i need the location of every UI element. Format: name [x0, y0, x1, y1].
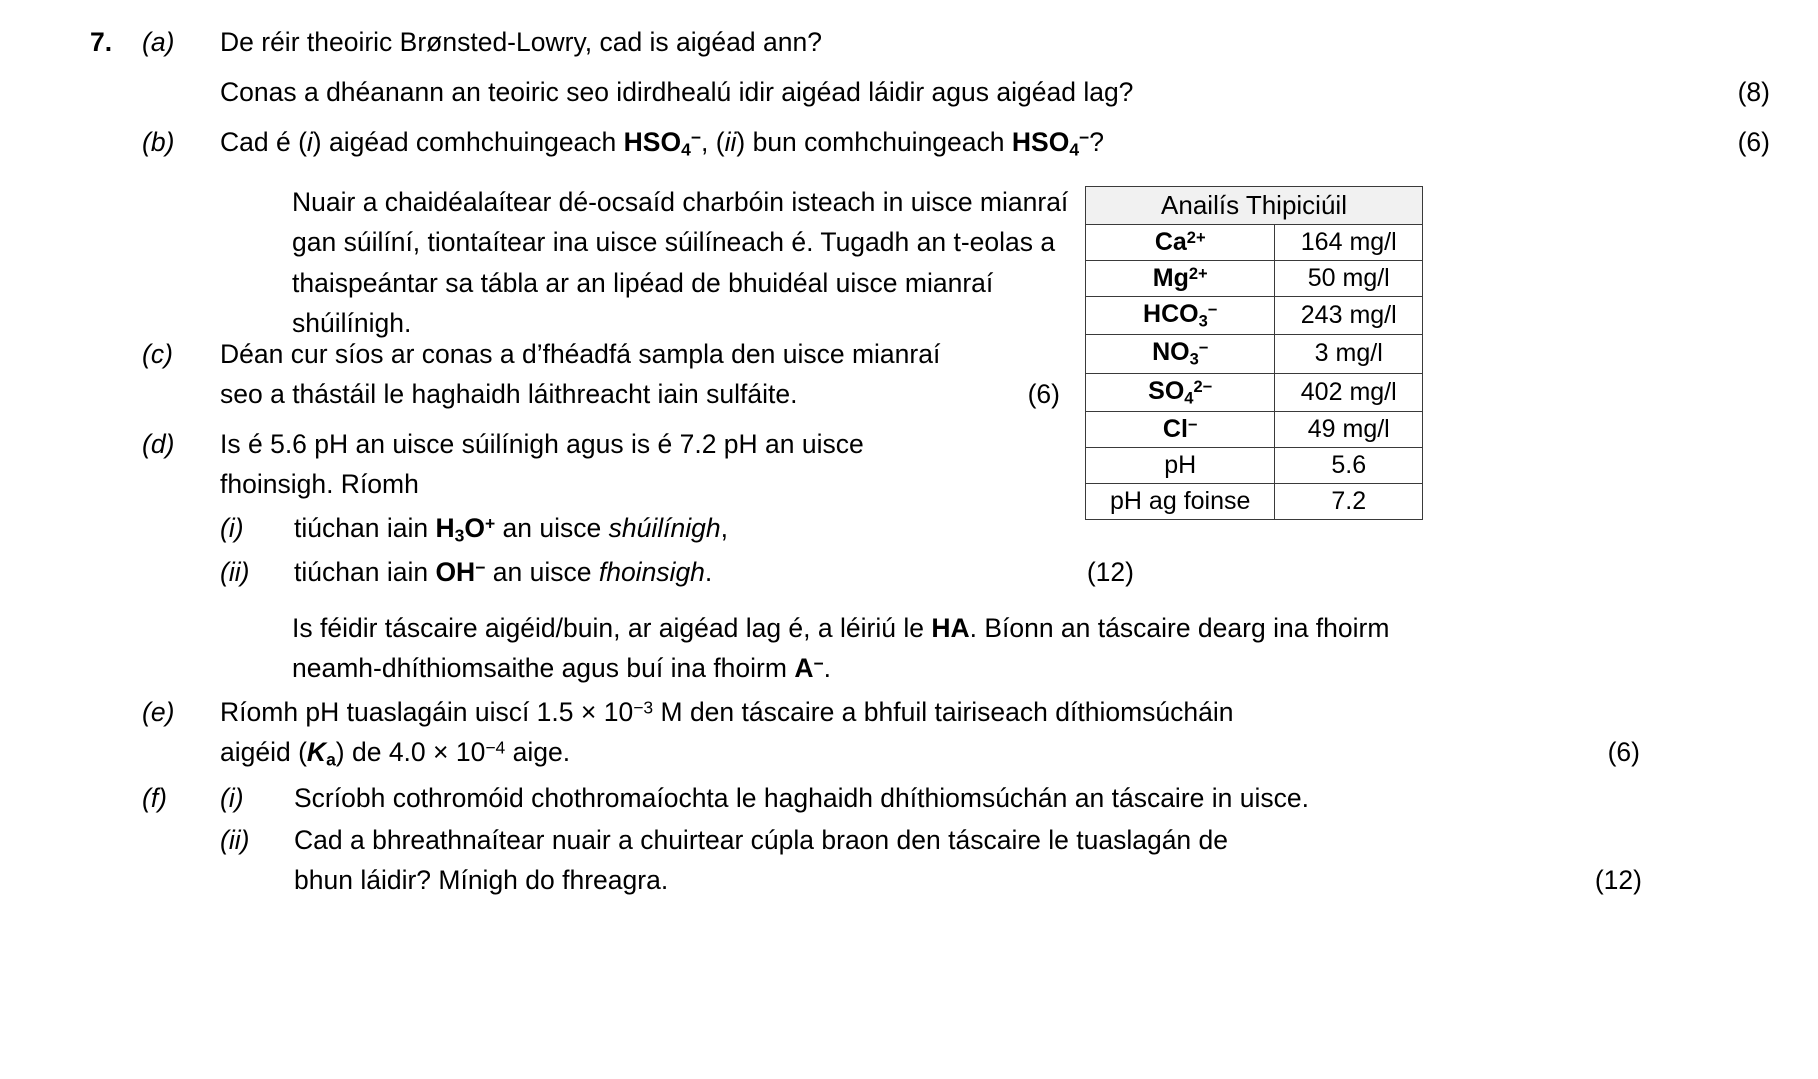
formula-hso4-sub: 4	[681, 139, 691, 160]
table-row	[1086, 225, 1423, 261]
part-d-ii-italic: fhoinsigh	[598, 557, 705, 587]
part-d-i-italic: shúilínigh	[608, 513, 721, 543]
part-f-i-text: Scríobh cothromóid chothromaíochta le haghaidh dhíthiomsúchán an táscaire in uisce.	[294, 783, 1309, 813]
formula-hso4-base: HSO	[623, 127, 682, 157]
table-cell-value: 164 mg/l	[1275, 225, 1423, 261]
table-cell-value: 50 mg/l	[1275, 261, 1423, 297]
indicator-line-1-c: . Bíonn an táscaire dearg ina fhoirm	[969, 613, 1390, 643]
question-7c-line-1	[70, 334, 1770, 374]
question-7d-sub-ii	[70, 552, 1770, 592]
intro-line-3: thaispeántar sa tábla ar an lipéad de bhuidéal uisce mianraí	[292, 267, 994, 298]
formula-h3o-charge: +	[484, 513, 496, 534]
question-7f-ii-line-1	[70, 820, 1770, 860]
part-label-c: (c)	[142, 339, 173, 369]
part-f-ii-line-2-wrap	[294, 860, 1642, 900]
sub-label-d-ii: (ii)	[220, 557, 250, 587]
question-7f-sub-ii	[70, 820, 1770, 901]
part-b-formula-2	[1011, 127, 1090, 160]
part-b-text-2: ) aigéad comhchuingeach	[312, 127, 624, 157]
question-7d-line-1	[70, 424, 1770, 464]
table-cell-species: $Ca^{2+}$	[1086, 225, 1275, 261]
part-e-exponent-2: −4	[485, 737, 506, 758]
formula-hso4-sub-2: 4	[1069, 139, 1080, 160]
part-label-d: (d)	[142, 429, 175, 459]
table-cell-species: Cl−	[1086, 411, 1275, 447]
part-a-line-1: De réir theoiric Brønsted-Lowry, cad is aigéad ann?	[220, 27, 822, 57]
part-d-i-text-2: an uisce	[495, 513, 609, 543]
table-row	[1086, 483, 1423, 519]
part-b-text-1: Cad é (	[220, 127, 307, 157]
part-e-line-2-c: aige.	[505, 737, 571, 768]
formula-hydroxide	[435, 557, 485, 587]
table-header-row	[1086, 187, 1423, 225]
indicator-line-1-a: Is féidir táscaire aigéid/buin, ar aigéad lag é, a léiriú le	[292, 613, 932, 643]
question-7c-line-2	[70, 374, 1770, 414]
part-b-body	[220, 122, 1770, 163]
part-d-line-2: fhoinsigh. Ríomh	[220, 469, 419, 500]
symbol-ka: K	[306, 737, 327, 768]
part-b-text-3: , (	[701, 127, 725, 157]
question-7e	[70, 692, 1770, 773]
table-row	[1086, 261, 1423, 297]
part-f-ii-line-2: bhun láidir? Mínigh do fhreagra.	[294, 865, 669, 896]
part-d-ii-text-1: tiúchan iain	[294, 557, 436, 587]
table-body	[1086, 225, 1423, 520]
question-7c	[70, 334, 1770, 415]
question-7e-line-1	[70, 692, 1770, 732]
part-b-text-5: ?	[1089, 127, 1105, 157]
table-cell-species: $SO_4^{2-}$	[1086, 373, 1275, 411]
part-f-ii-line-1: Cad a bhreathnaítear nuair a chuirtear cúpla braon den táscaire le tuaslagán de	[294, 825, 1229, 855]
table-cell-species: $HCO_3^-$	[1086, 297, 1275, 335]
part-b-formula-1	[623, 127, 702, 160]
table-row	[1086, 335, 1423, 373]
formula-h: H	[435, 513, 455, 543]
question-7a-continued	[70, 72, 1770, 112]
formula-o: O	[464, 513, 485, 543]
intro-line-2: gan súilíní, tiontaítear ina uisce súilíneach é. Tugadh an t-eolas a	[292, 227, 1056, 258]
table-cell-species: $NO_3^-$	[1086, 335, 1275, 373]
question-7d-line-2	[70, 464, 1770, 504]
sub-label-f-ii: (ii)	[220, 825, 250, 855]
table-cell-species: $Mg^{2+}$	[1086, 261, 1275, 297]
part-d-ii-body	[294, 552, 1134, 592]
formula-a: A	[794, 653, 814, 684]
part-c-line-2: seo a thástáil le haghaidh láithreacht iain sulfáite.	[220, 379, 798, 410]
table-cell-species: pH ag foinse	[1086, 483, 1275, 519]
formula-oh-charge: −	[475, 557, 486, 578]
table-row	[1086, 411, 1423, 447]
part-b-roman-i: i	[306, 127, 313, 157]
part-d-i-text-1: tiúchan iain	[294, 513, 436, 543]
part-d-marks: (12)	[1086, 557, 1134, 587]
formula-a-charge: −	[813, 653, 824, 674]
indicator-line-2-a: neamh-dhíthiomsaithe agus buí ina fhoirm	[292, 653, 795, 684]
symbol-ka-sub: a	[326, 749, 336, 770]
part-c-line-1: Déan cur síos ar conas a d’fhéadfá sampla den uisce mianraí	[220, 339, 941, 369]
sub-label-d-i: (i)	[220, 513, 244, 543]
table-cell-species: pH	[1086, 447, 1275, 483]
part-d-i-body	[294, 508, 1770, 549]
table-head	[1086, 187, 1423, 225]
part-d-i-text-3: ,	[720, 513, 728, 543]
formula-hso4-base-2: HSO	[1011, 127, 1070, 157]
part-a-line-2: Conas a dhéanann an teoiric seo idirdhealú idir aigéad láidir agus aigéad lag?	[220, 77, 1134, 107]
part-e-exponent-1: −3	[633, 697, 654, 718]
part-c-marks: (6)	[1027, 379, 1060, 410]
part-e-line-1-b: M den táscaire a bhfuil tairiseach díthiomsúcháin	[653, 697, 1234, 727]
intro-line-4: shúilínigh.	[292, 307, 412, 338]
formula-hso4-charge: −	[690, 127, 702, 148]
indicator-line-1	[292, 608, 1712, 648]
intro-paragraph-text	[292, 182, 1132, 343]
part-label-e: (e)	[142, 697, 175, 727]
table-cell-value: 49 mg/l	[1275, 411, 1423, 447]
part-d-line-1: Is é 5.6 pH an uisce súilínigh agus is é 7.2 pH an uisce	[220, 429, 864, 459]
part-a-marks: (8)	[1737, 77, 1770, 107]
part-e-line-2-b: ) de 4.0 × 10	[335, 737, 486, 768]
question-number: 7.	[90, 27, 113, 57]
table-cell-value: 402 mg/l	[1275, 373, 1423, 411]
table-cell-value: 243 mg/l	[1275, 297, 1423, 335]
part-f-marks: (12)	[1594, 865, 1642, 896]
part-a-line-2-wrap	[220, 72, 1770, 112]
part-d-ii-text-2: an uisce	[485, 557, 599, 587]
part-label-b: (b)	[142, 127, 175, 157]
formula-oh: OH	[435, 557, 476, 587]
table-row	[1086, 447, 1423, 483]
question-7f-sub-i	[70, 778, 1770, 818]
table-cell-value: 7.2	[1275, 483, 1423, 519]
question-7b	[70, 122, 1770, 163]
typical-analysis-table	[1085, 186, 1423, 520]
formula-hso4-charge-2: −	[1079, 127, 1090, 148]
indicator-line-2	[292, 648, 1712, 688]
table-row	[1086, 297, 1423, 335]
part-e-line-1	[220, 692, 1770, 732]
indicator-paragraph-text	[292, 608, 1712, 689]
table-row	[1086, 373, 1423, 411]
question-7d-sub-i	[70, 508, 1770, 549]
formula-h-sub: 3	[454, 525, 465, 546]
table-cell-value: 5.6	[1275, 447, 1423, 483]
part-b-marks: (6)	[1737, 127, 1770, 157]
part-b-text-4: ) bun comhchuingeach	[736, 127, 1012, 157]
indicator-paragraph	[70, 608, 1770, 689]
formula-ha: HA	[931, 613, 970, 643]
part-e-line-2	[220, 732, 1640, 773]
part-b-roman-ii: ii	[724, 127, 737, 157]
question-7a	[70, 22, 1770, 62]
sub-label-f-i: (i)	[220, 783, 244, 813]
indicator-line-2-c: .	[823, 653, 832, 684]
intro-line-1: Nuair a chaidéalaítear dé-ocsaíd charbóin isteach in uisce mianraí	[292, 187, 1069, 217]
formula-hydronium	[435, 513, 496, 546]
part-e-line-2-a: aigéid (	[220, 737, 307, 768]
part-label-f: (f)	[142, 783, 168, 813]
part-c-line-2-wrap	[220, 374, 1060, 414]
part-e-line-1-a: Ríomh pH tuaslagáin uiscí 1.5 × 10	[220, 697, 634, 727]
part-e-marks: (6)	[1607, 737, 1640, 768]
formula-a-minus	[794, 653, 823, 683]
part-label-a: (a)	[142, 27, 175, 57]
question-7d	[70, 424, 1770, 505]
question-7e-line-2	[70, 732, 1770, 773]
table-cell-value: 3 mg/l	[1275, 335, 1423, 373]
table-header-cell: Anailís Thipiciúil	[1086, 187, 1423, 225]
part-d-ii-text-3: .	[704, 557, 713, 587]
intro-paragraph	[70, 182, 1770, 343]
question-7f-ii-line-2	[70, 860, 1770, 900]
